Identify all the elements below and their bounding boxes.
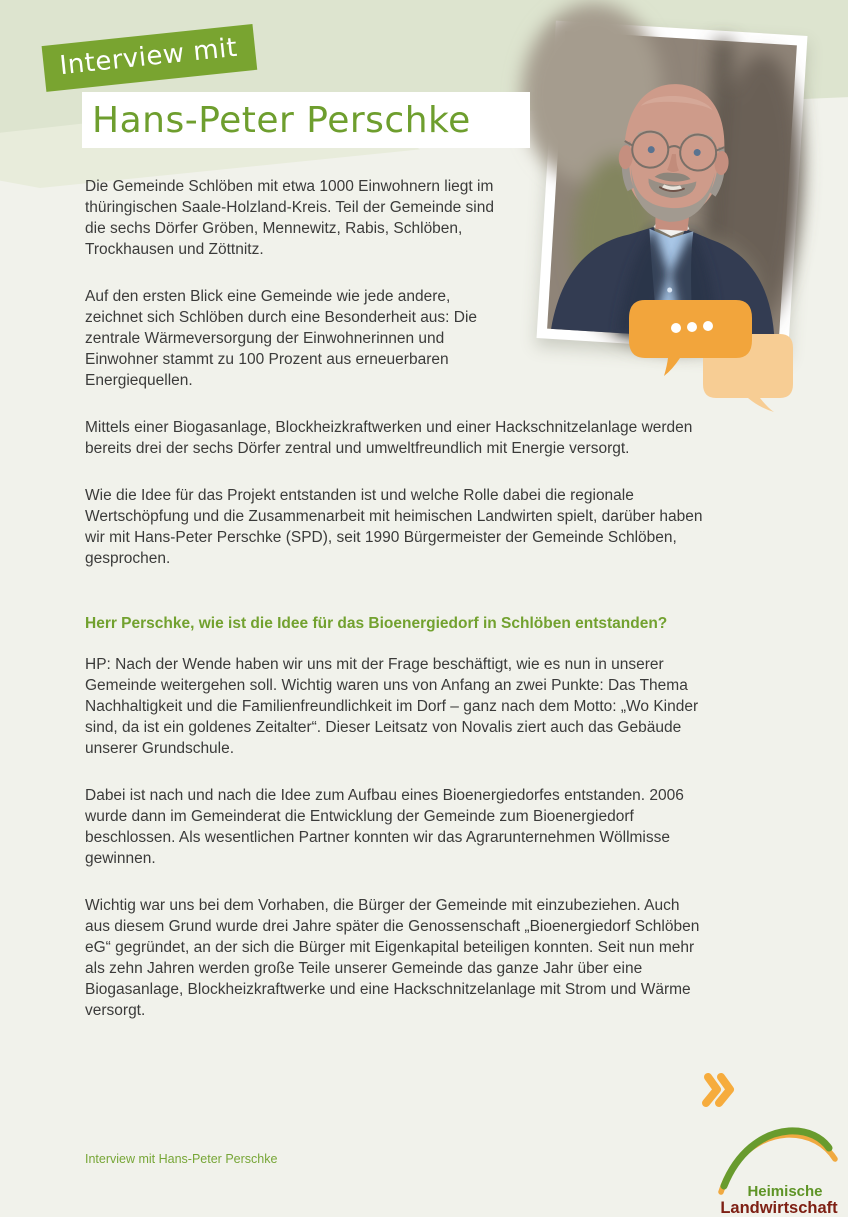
footer-page-label: Interview mit Hans-Peter Perschke (85, 1152, 278, 1166)
intro-paragraph-1: Die Gemeinde Schlöben mit etwa 1000 Einwohnern liegt im thüringischen Saale-Holzland-Kreis. Teil der Gemeinde sind die sechs Dörfer Gröben, Mennewitz, Rabis, Schlöben, Trockhausen und Zöttnitz. (85, 178, 494, 258)
intro-paragraph-3: Mittels einer Biogasanlage, Blockheizkraftwerken und einer Hackschnitzelanlage werden bereits drei der sechs Dörfer zentral und umweltfreundlich mit Energie versorgt. (85, 419, 693, 457)
interview-question-heading: Herr Perschke, wie ist die Idee für das Bioenergiedorf in Schlöben entstanden? (85, 615, 668, 632)
answer-paragraph-1: HP: Nach der Wende haben wir uns mit der Frage beschäftigt, wie es nun in unserer Gemeinde weitergehen soll. Wichtig waren uns von Anfang an zwei Punkte: Das Thema Nachhaltigkeit und die Familienfreundlichkeit im Dorf – ganz nach dem Motto: „Wo Kinder sind, da ist ein goldenes Zeitalter“. Dieser Leitsatz von Novalis ziert auch das Gebäude unserer Grundschule. (85, 656, 699, 757)
article (85, 176, 705, 1047)
answer-paragraph-3: Wichtig war uns bei dem Vorhaben, die Bürger der Gemeinde mit einzubeziehen. Auch aus diesem Grund wurde drei Jahre später die Genossenschaft „Bioenergiedorf Schlöben eG“ gegründet, an der sich die Bürger mit Eigenkapital beteiligen konnten. Seit nun mehr als zehn Jahren werden große Teile unserer Gemeinde das ganze Jahr über eine Biogasanlage, Blockheizkraftwerke und eine Hackschnitzelanlage mit Strom und Wärme versorgt. (85, 897, 700, 1019)
intro-paragraph-2: Auf den ersten Blick eine Gemeinde wie jede andere, zeichnet sich Schlöben durch eine Besonderheit aus: Die zentrale Wärmeversorgung der Einwohnerinnen und Einwohner stammt zu 100 Prozent aus erneuerbaren Energiequellen. (85, 288, 478, 389)
logo-text-heimische: Heimische (747, 1183, 823, 1200)
banner-label: Interview mit (58, 32, 239, 82)
page-title: Hans-Peter Perschke (92, 99, 471, 141)
page-title-box (82, 92, 530, 148)
answer-paragraph-2: Dabei ist nach und nach die Idee zum Aufbau eines Bioenergiedorfes entstanden. 2006 wurde dann im Gemeinderat die Entwicklung der Gemeinde zum Bioenergiedorf beschlossen. Als wesentlichen Partner konnten wir das Agrarunternehmen Wöllmisse gewinnen. (85, 787, 684, 867)
speech-bubbles-icon (628, 292, 808, 422)
double-chevron-right-icon (701, 1072, 735, 1113)
brand-logo (710, 1126, 842, 1217)
intro-paragraph-4: Wie die Idee für das Projekt entstanden ist und welche Rolle dabei die regionale Wertschöpfung und die Zusammenarbeit mit heimischen Landwirten spielt, darüber haben wir mit Hans-Peter Perschke (SPD), seit 1990 Bürgermeister der Gemeinde Schlöben, gesprochen. (85, 487, 703, 567)
logo-text-landwirtschaft: Landwirtschaft (720, 1199, 838, 1217)
